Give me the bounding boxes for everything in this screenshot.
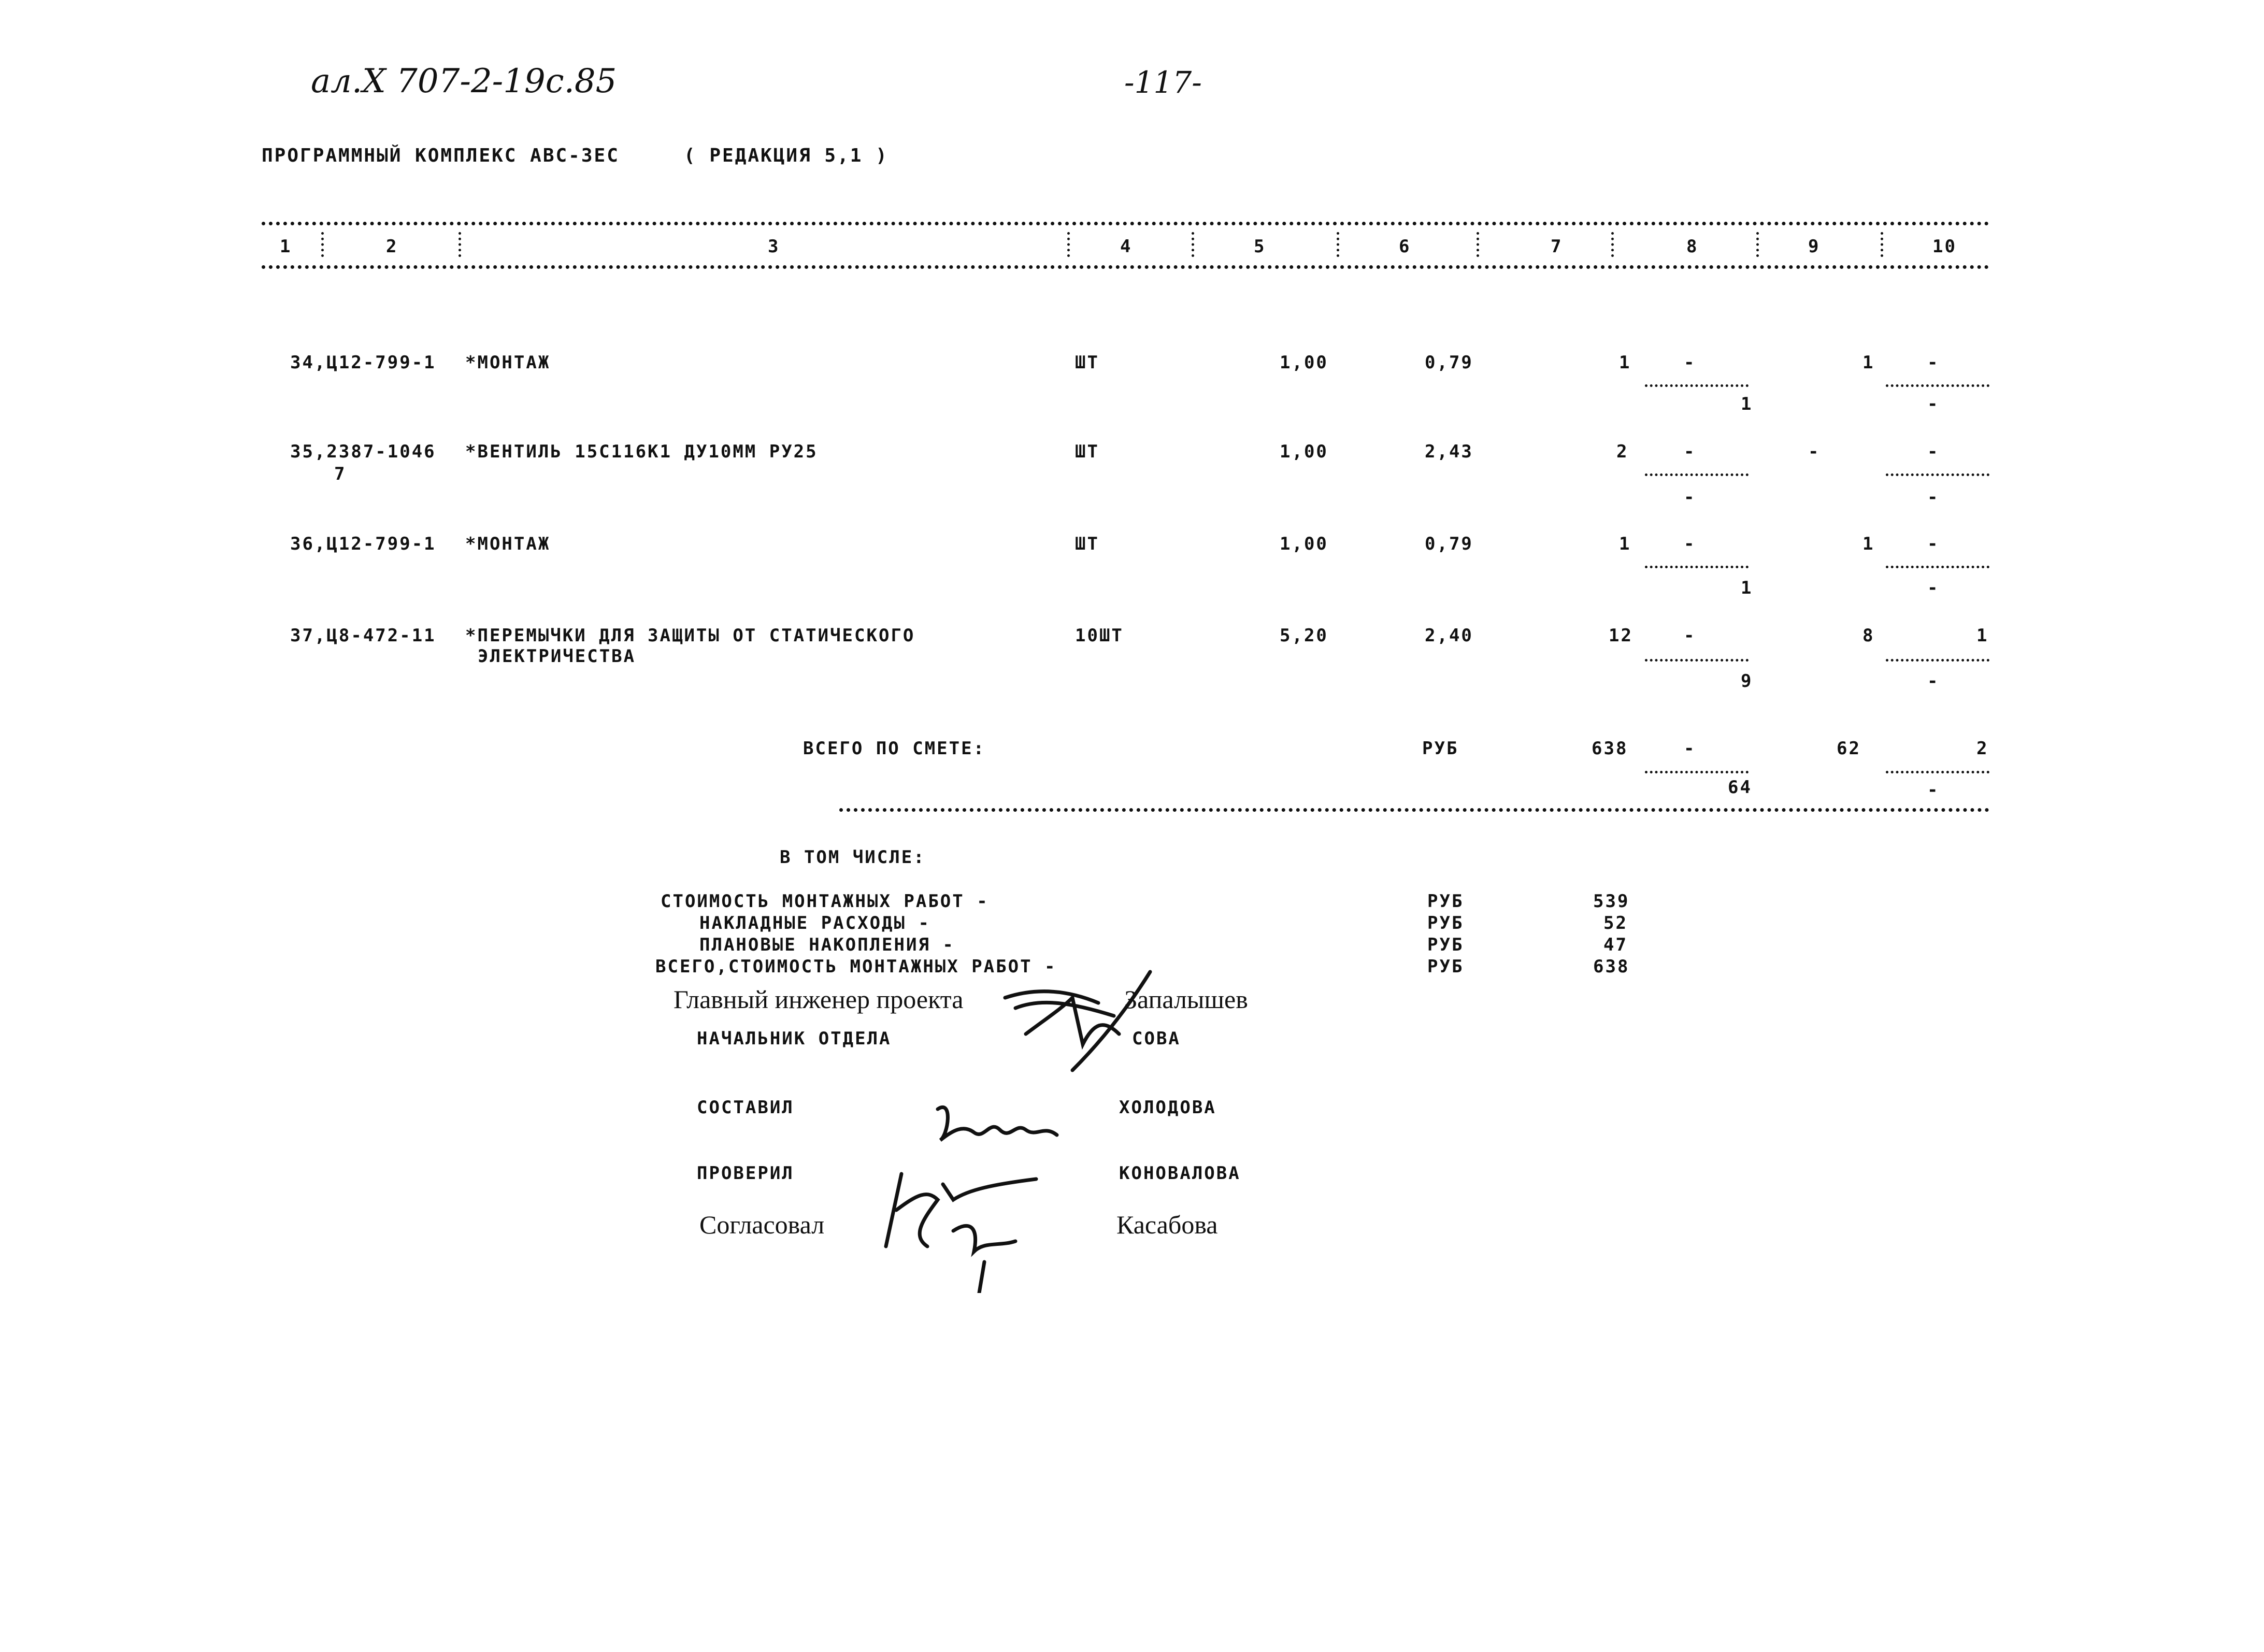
row-col10-top: - [1927,352,1940,373]
column-number-8: 8 [1686,236,1699,257]
program-title: ПРОГРАММНЫЙ КОМПЛЕКС АВС-ЗЕС [262,145,620,166]
total-col8-top: - [1684,738,1696,759]
fraction-rule [1645,473,1749,476]
row-col10-left: 8 [1862,625,1875,646]
fraction-rule [1886,473,1989,476]
row-col10-bottom: - [1927,487,1940,508]
row-unit: ШТ [1075,352,1099,373]
column-number-10: 10 [1932,236,1957,257]
chief-engineer-label: Главный инженер проекта [674,985,964,1014]
edition-label: ( РЕДАКЦИЯ 5,1 ) [684,145,889,166]
row-col10-left: 1 [1862,534,1875,554]
fraction-rule [1886,771,1989,773]
breakdown-unit: РУБ [1427,935,1464,955]
table-top-rule [262,222,1989,225]
row-col8-top: - [1684,352,1696,373]
breakdown-label: СТОИМОСТЬ МОНТАЖНЫХ РАБОТ - [661,891,989,912]
row-code: 34,Ц12-799-1 [290,352,436,373]
header-divider [1756,232,1759,257]
row-unit: ШТ [1075,441,1099,462]
fraction-rule [1645,566,1749,568]
row-col10-left: 1 [1862,352,1875,373]
chief-engineer-name: Запалышев [1124,985,1248,1014]
header-divider [321,232,324,257]
row-name: *МОНТАЖ [465,352,551,373]
breakdown-title: В ТОМ ЧИСЛЕ: [780,847,926,868]
row-col8-top: - [1684,625,1696,646]
row-col10-bottom: - [1927,671,1940,692]
row-col7: 1 [1619,534,1631,554]
breakdown-unit: РУБ [1427,956,1464,977]
fraction-rule [1645,771,1749,773]
breakdown-unit: РУБ [1427,891,1464,912]
column-number-2: 2 [386,236,398,257]
signature-checked [881,1150,1052,1302]
row-name: *ВЕНТИЛЬ 15С116К1 ДУ10ММ РУ25 [465,441,818,462]
row-col10-top: - [1927,441,1940,462]
compiled-label: СОСТАВИЛ [697,1097,794,1118]
row-code-continuation: 7 [334,464,347,484]
document-code: ал.X 707-2-19с.85 [311,62,617,100]
breakdown-unit: РУБ [1427,913,1464,933]
row-col8-bottom: 1 [1741,578,1753,598]
row-price: 2,40 [1425,625,1473,646]
compiled-name: ХОЛОДОВА [1119,1097,1216,1118]
row-col8-top: - [1684,534,1696,554]
row-col9: - [1808,441,1821,462]
row-quantity: 1,00 [1280,441,1328,462]
row-col10-bottom: - [1927,394,1940,414]
total-label: ВСЕГО ПО СМЕТЕ: [803,738,986,759]
row-price: 2,43 [1425,441,1473,462]
total-rule [839,808,1989,812]
row-col10-top: - [1927,534,1940,554]
column-number-3: 3 [768,236,780,257]
row-quantity: 5,20 [1280,625,1328,646]
total-col7: 638 [1592,738,1628,759]
row-code: 35,2387-1046 [290,441,436,462]
fraction-rule [1886,659,1989,662]
breakdown-value: 539 [1593,891,1630,912]
row-name: *МОНТАЖ [465,534,551,554]
column-number-1: 1 [280,236,292,257]
row-col7: 12 [1609,625,1633,646]
total-col8-bottom: 64 [1728,777,1752,798]
row-price: 0,79 [1425,352,1473,373]
agreed-label: Согласовал [699,1210,825,1239]
header-divider [1192,232,1194,257]
column-number-4: 4 [1120,236,1133,257]
row-col10-bottom: - [1927,578,1940,598]
dept-head-label: НАЧАЛЬНИК ОТДЕЛА [697,1028,892,1049]
row-col8-bottom: 1 [1741,394,1753,414]
table-header-rule [262,265,1989,269]
row-price: 0,79 [1425,534,1473,554]
checked-name: КОНОВАЛОВА [1119,1163,1241,1184]
row-quantity: 1,00 [1280,534,1328,554]
agreed-name: Касабова [1116,1210,1218,1239]
dept-head-name: СОВА [1132,1028,1181,1049]
row-code: 36,Ц12-799-1 [290,534,436,554]
checked-label: ПРОВЕРИЛ [697,1163,794,1184]
fraction-rule [1886,566,1989,568]
column-number-6: 6 [1399,236,1411,257]
row-col10-top: 1 [1976,625,1989,646]
column-number-9: 9 [1808,236,1821,257]
row-quantity: 1,00 [1280,352,1328,373]
header-divider [1881,232,1883,257]
row-col8-top: - [1684,441,1696,462]
row-col8-bottom: 9 [1741,671,1753,692]
row-col7: 1 [1619,352,1631,373]
breakdown-value: 638 [1593,956,1630,977]
header-divider [458,232,461,257]
header-divider [1337,232,1339,257]
fraction-rule [1886,384,1989,387]
row-col8-bottom: - [1684,487,1696,508]
header-divider [1477,232,1479,257]
breakdown-value: 47 [1603,935,1628,955]
fraction-rule [1645,384,1749,387]
row-name: *ПЕРЕМЫЧКИ ДЛЯ ЗАЩИТЫ ОТ СТАТИЧЕСКОГО [465,625,915,646]
header-divider [1067,232,1070,257]
column-number-5: 5 [1254,236,1266,257]
page-number: -117- [1124,65,1202,100]
total-col10-bottom: - [1927,780,1940,800]
row-unit: 10ШТ [1075,625,1124,646]
fraction-rule [1645,659,1749,662]
breakdown-label: НАКЛАДНЫЕ РАСХОДЫ - [699,913,930,933]
total-col10-top: 2 [1976,738,1989,759]
breakdown-label: ВСЕГО,СТОИМОСТЬ МОНТАЖНЫХ РАБОТ - [655,956,1057,977]
column-number-7: 7 [1551,236,1563,257]
total-col10-left: 62 [1837,738,1861,759]
breakdown-value: 52 [1603,913,1628,933]
row-unit: ШТ [1075,534,1099,554]
row-code: 37,Ц8-472-11 [290,625,436,646]
total-unit: РУБ [1422,738,1459,759]
row-col7: 2 [1616,441,1629,462]
header-divider [1611,232,1614,257]
breakdown-label: ПЛАНОВЫЕ НАКОПЛЕНИЯ - [699,935,955,955]
row-name-continuation: ЭЛЕКТРИЧЕСТВА [478,646,636,667]
